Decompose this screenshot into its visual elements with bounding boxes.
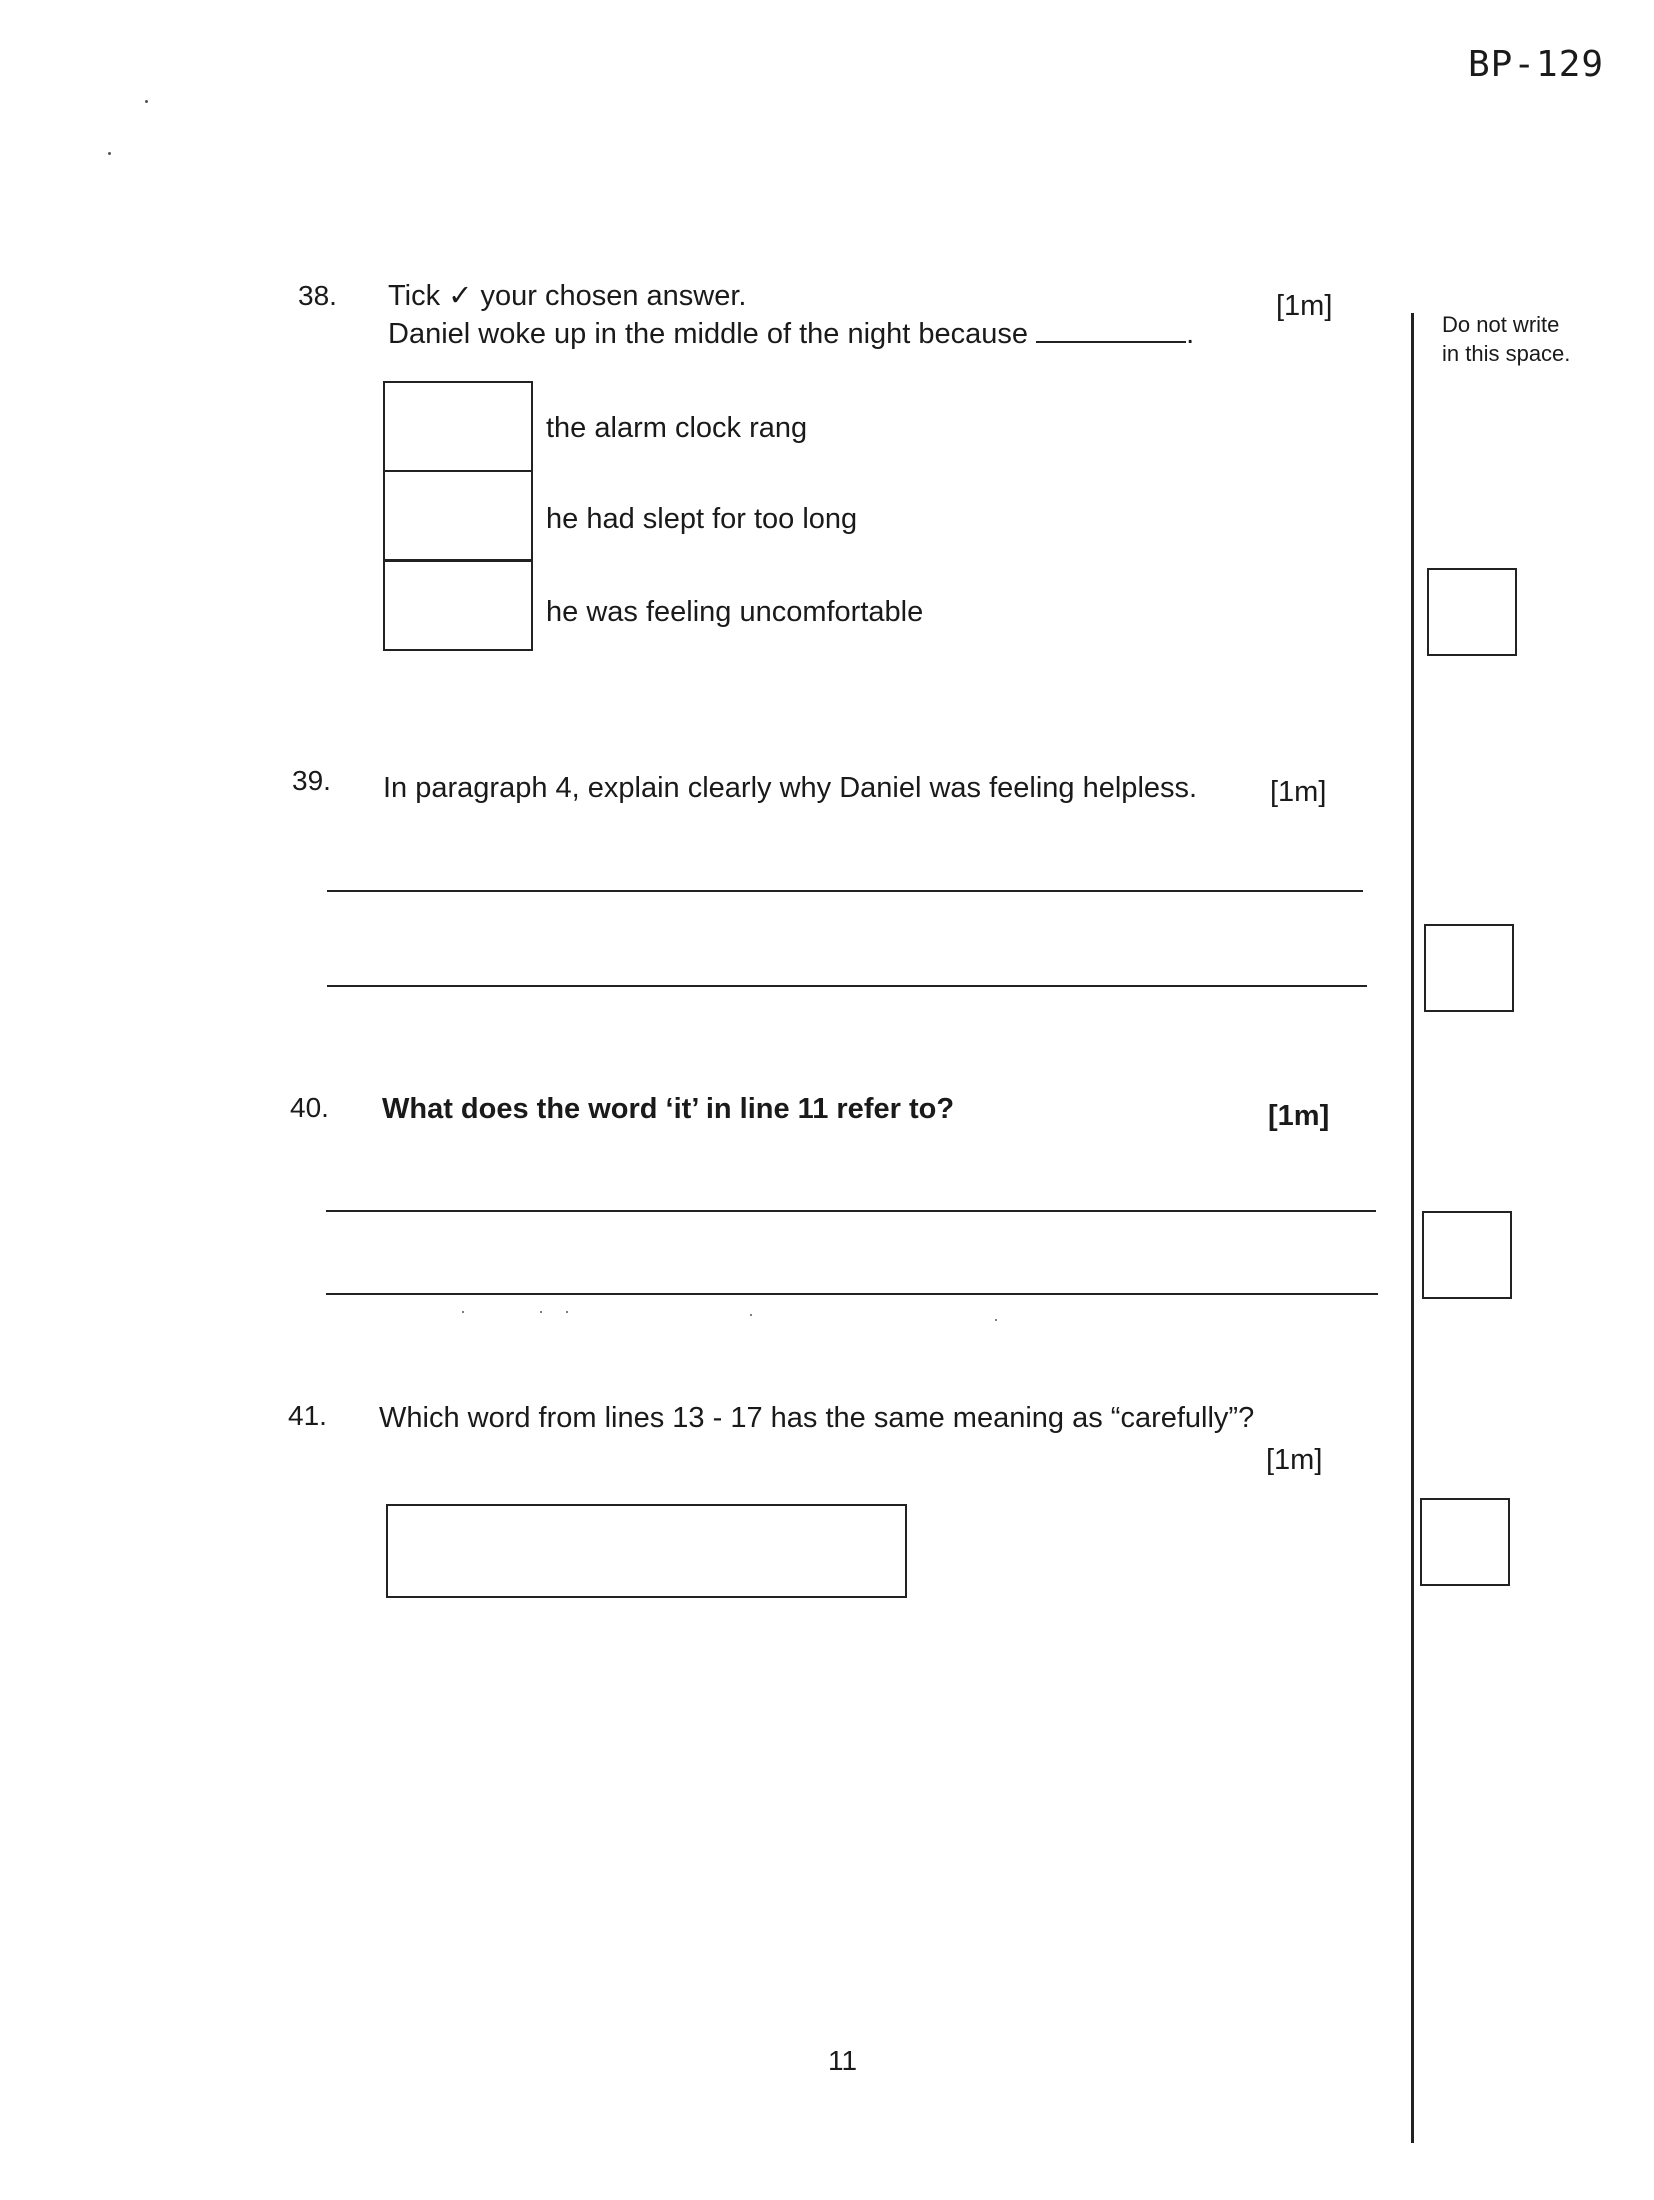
tick-box-option-1[interactable] bbox=[383, 381, 533, 472]
question-number: 41. bbox=[288, 1400, 327, 1431]
document-code: BP-129 bbox=[1468, 44, 1605, 85]
question-number: 40. bbox=[290, 1092, 329, 1123]
answer-box[interactable] bbox=[386, 1504, 907, 1598]
answer-line[interactable] bbox=[327, 890, 1363, 892]
marks-label: [1m] bbox=[1276, 290, 1333, 322]
answer-line[interactable] bbox=[327, 985, 1367, 987]
question-text-line-2 bbox=[388, 318, 1194, 351]
marks-label: [1m] bbox=[1268, 1100, 1330, 1132]
answer-line[interactable] bbox=[326, 1293, 1378, 1295]
margin-note: Do not write in this space. bbox=[1442, 312, 1571, 366]
scan-speck bbox=[566, 1311, 568, 1313]
option-label: he had slept for too long bbox=[546, 503, 858, 535]
marks-label: [1m] bbox=[1266, 1444, 1323, 1476]
margin-divider bbox=[1411, 313, 1414, 2143]
blank-end: . bbox=[1186, 318, 1195, 350]
tick-box-option-2[interactable] bbox=[383, 470, 533, 561]
scan-speck bbox=[995, 1319, 997, 1321]
question-text: What does the word ‘it’ in line 11 refer to? bbox=[382, 1093, 955, 1125]
question-text-line-1: Tick ✓ your chosen answer. bbox=[388, 280, 747, 312]
question-text: Daniel woke up in the middle of the night because bbox=[388, 318, 1029, 350]
scan-speck bbox=[750, 1314, 752, 1316]
option-label: the alarm clock rang bbox=[546, 412, 808, 444]
option-label: he was feeling uncomfortable bbox=[546, 596, 924, 628]
question-text: In paragraph 4, explain clearly why Daniel was feeling helpless. bbox=[383, 772, 1198, 804]
question-text: Which word from lines 13 - 17 has the same meaning as “carefully”? bbox=[379, 1402, 1255, 1434]
scan-speck bbox=[108, 152, 111, 155]
scan-speck bbox=[462, 1311, 464, 1313]
score-box-q39 bbox=[1424, 924, 1514, 1012]
score-box-q40 bbox=[1422, 1211, 1512, 1299]
score-box-q38 bbox=[1427, 568, 1517, 656]
score-box-q41 bbox=[1420, 1498, 1510, 1586]
marks-label: [1m] bbox=[1270, 776, 1327, 808]
scan-speck bbox=[540, 1311, 542, 1313]
scan-speck bbox=[145, 100, 148, 103]
tick-box-option-3[interactable] bbox=[383, 560, 533, 651]
page-number: 11 bbox=[828, 2045, 858, 2076]
question-number: 38. bbox=[298, 280, 337, 311]
answer-line[interactable] bbox=[326, 1210, 1376, 1212]
answer-blank bbox=[1036, 319, 1186, 343]
question-number: 39. bbox=[292, 765, 331, 796]
